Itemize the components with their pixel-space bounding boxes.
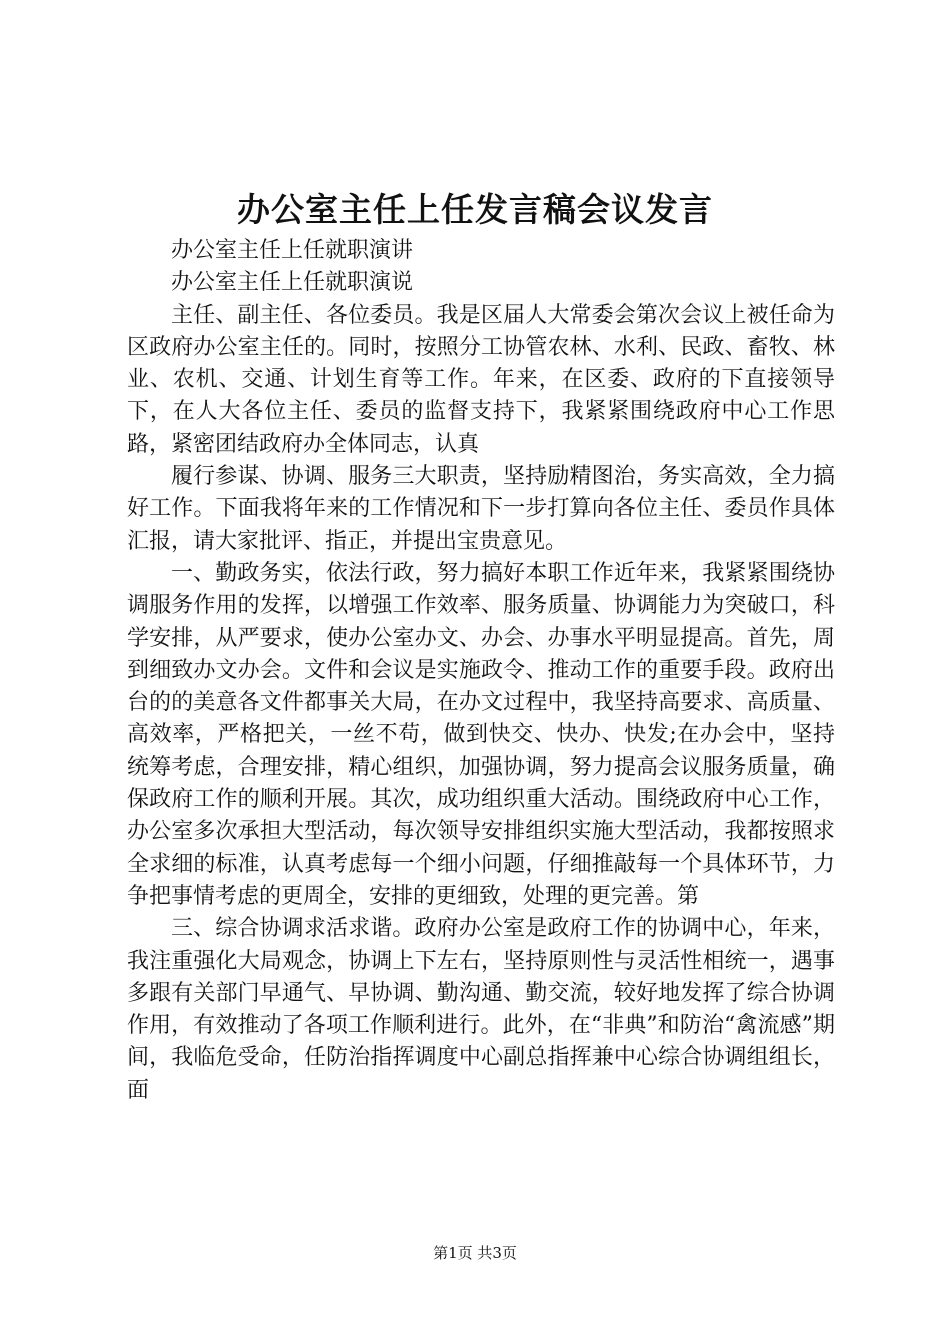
paragraph: 履行参谋、协调、服务三大职责，坚持励精图治，务实高效，全力搞好工作。下面我将年来的工作情况和下一步打算向各位主任、委员作具体汇报，请大家批评、指正，并提出宝贵意见。 [127, 464, 835, 554]
page-footer: 第1页 共3页 [433, 1244, 517, 1262]
document-title: 办公室主任上任发言稿会议发言 [237, 190, 713, 229]
document-body [127, 235, 835, 1107]
paragraph: 一、勤政务实，依法行政，努力搞好本职工作近年来，我紧紧围绕协调服务作用的发挥，以增强工作效率、服务质量、协调能力为突破口，科学安排，从严要求，使办公室办文、办会、办事水平明显提高。首先，周到细致办文办会。文件和会议是实施政令、推动工作的重要手段。政府出台的的美意各文件都事关大局，在办文过程中，我坚持高要求、高质量、高效率，严格把关，一丝不苟，做到快交、快办、快发;在办会中，坚持统筹考虑，合理安排，精心组织，加强协调，努力提高会议服务质量，确保政府工作的顺利开展。其次，成功组织重大活动。围绕政府中心工作，办公室多次承担大型活动，每次领导安排组织实施大型活动，我都按照求全求细的标准，认真考虑每一个细小问题，仔细推敲每一个具体环节，力争把事情考虑的更周全，安排的更细致，处理的更完善。第 [127, 560, 835, 909]
paragraph: 主任、副主任、各位委员。我是区届人大常委会第次会议上被任命为区政府办公室主任的。同时，按照分工协管农林、水利、民政、畜牧、林业、农机、交通、计划生育等工作。年来，在区委、政府的下直接领导下，在人大各位主任、委员的监督支持下，我紧紧围绕政府中心工作思路，紧密团结政府办全体同志，认真 [127, 302, 835, 457]
paragraph: 办公室主任上任就职演说 [171, 270, 414, 296]
paragraph: 办公室主任上任就职演讲 [171, 238, 414, 263]
paragraph: 三、综合协调求活求谐。政府办公室是政府工作的协调中心，年来，我注重强化大局观念，协调上下左右，坚持原则性与灵活性相统一，遇事多跟有关部门早通气、早协调、勤沟通、勤交流，较好地发挥了综合协调作用，有效推动了各项工作顺利进行。此外，在“非典”和防治“禽流感”期间，我临危受命，任防治指挥调度中心副总指挥兼中心综合协调组组长，面 [127, 916, 835, 1103]
